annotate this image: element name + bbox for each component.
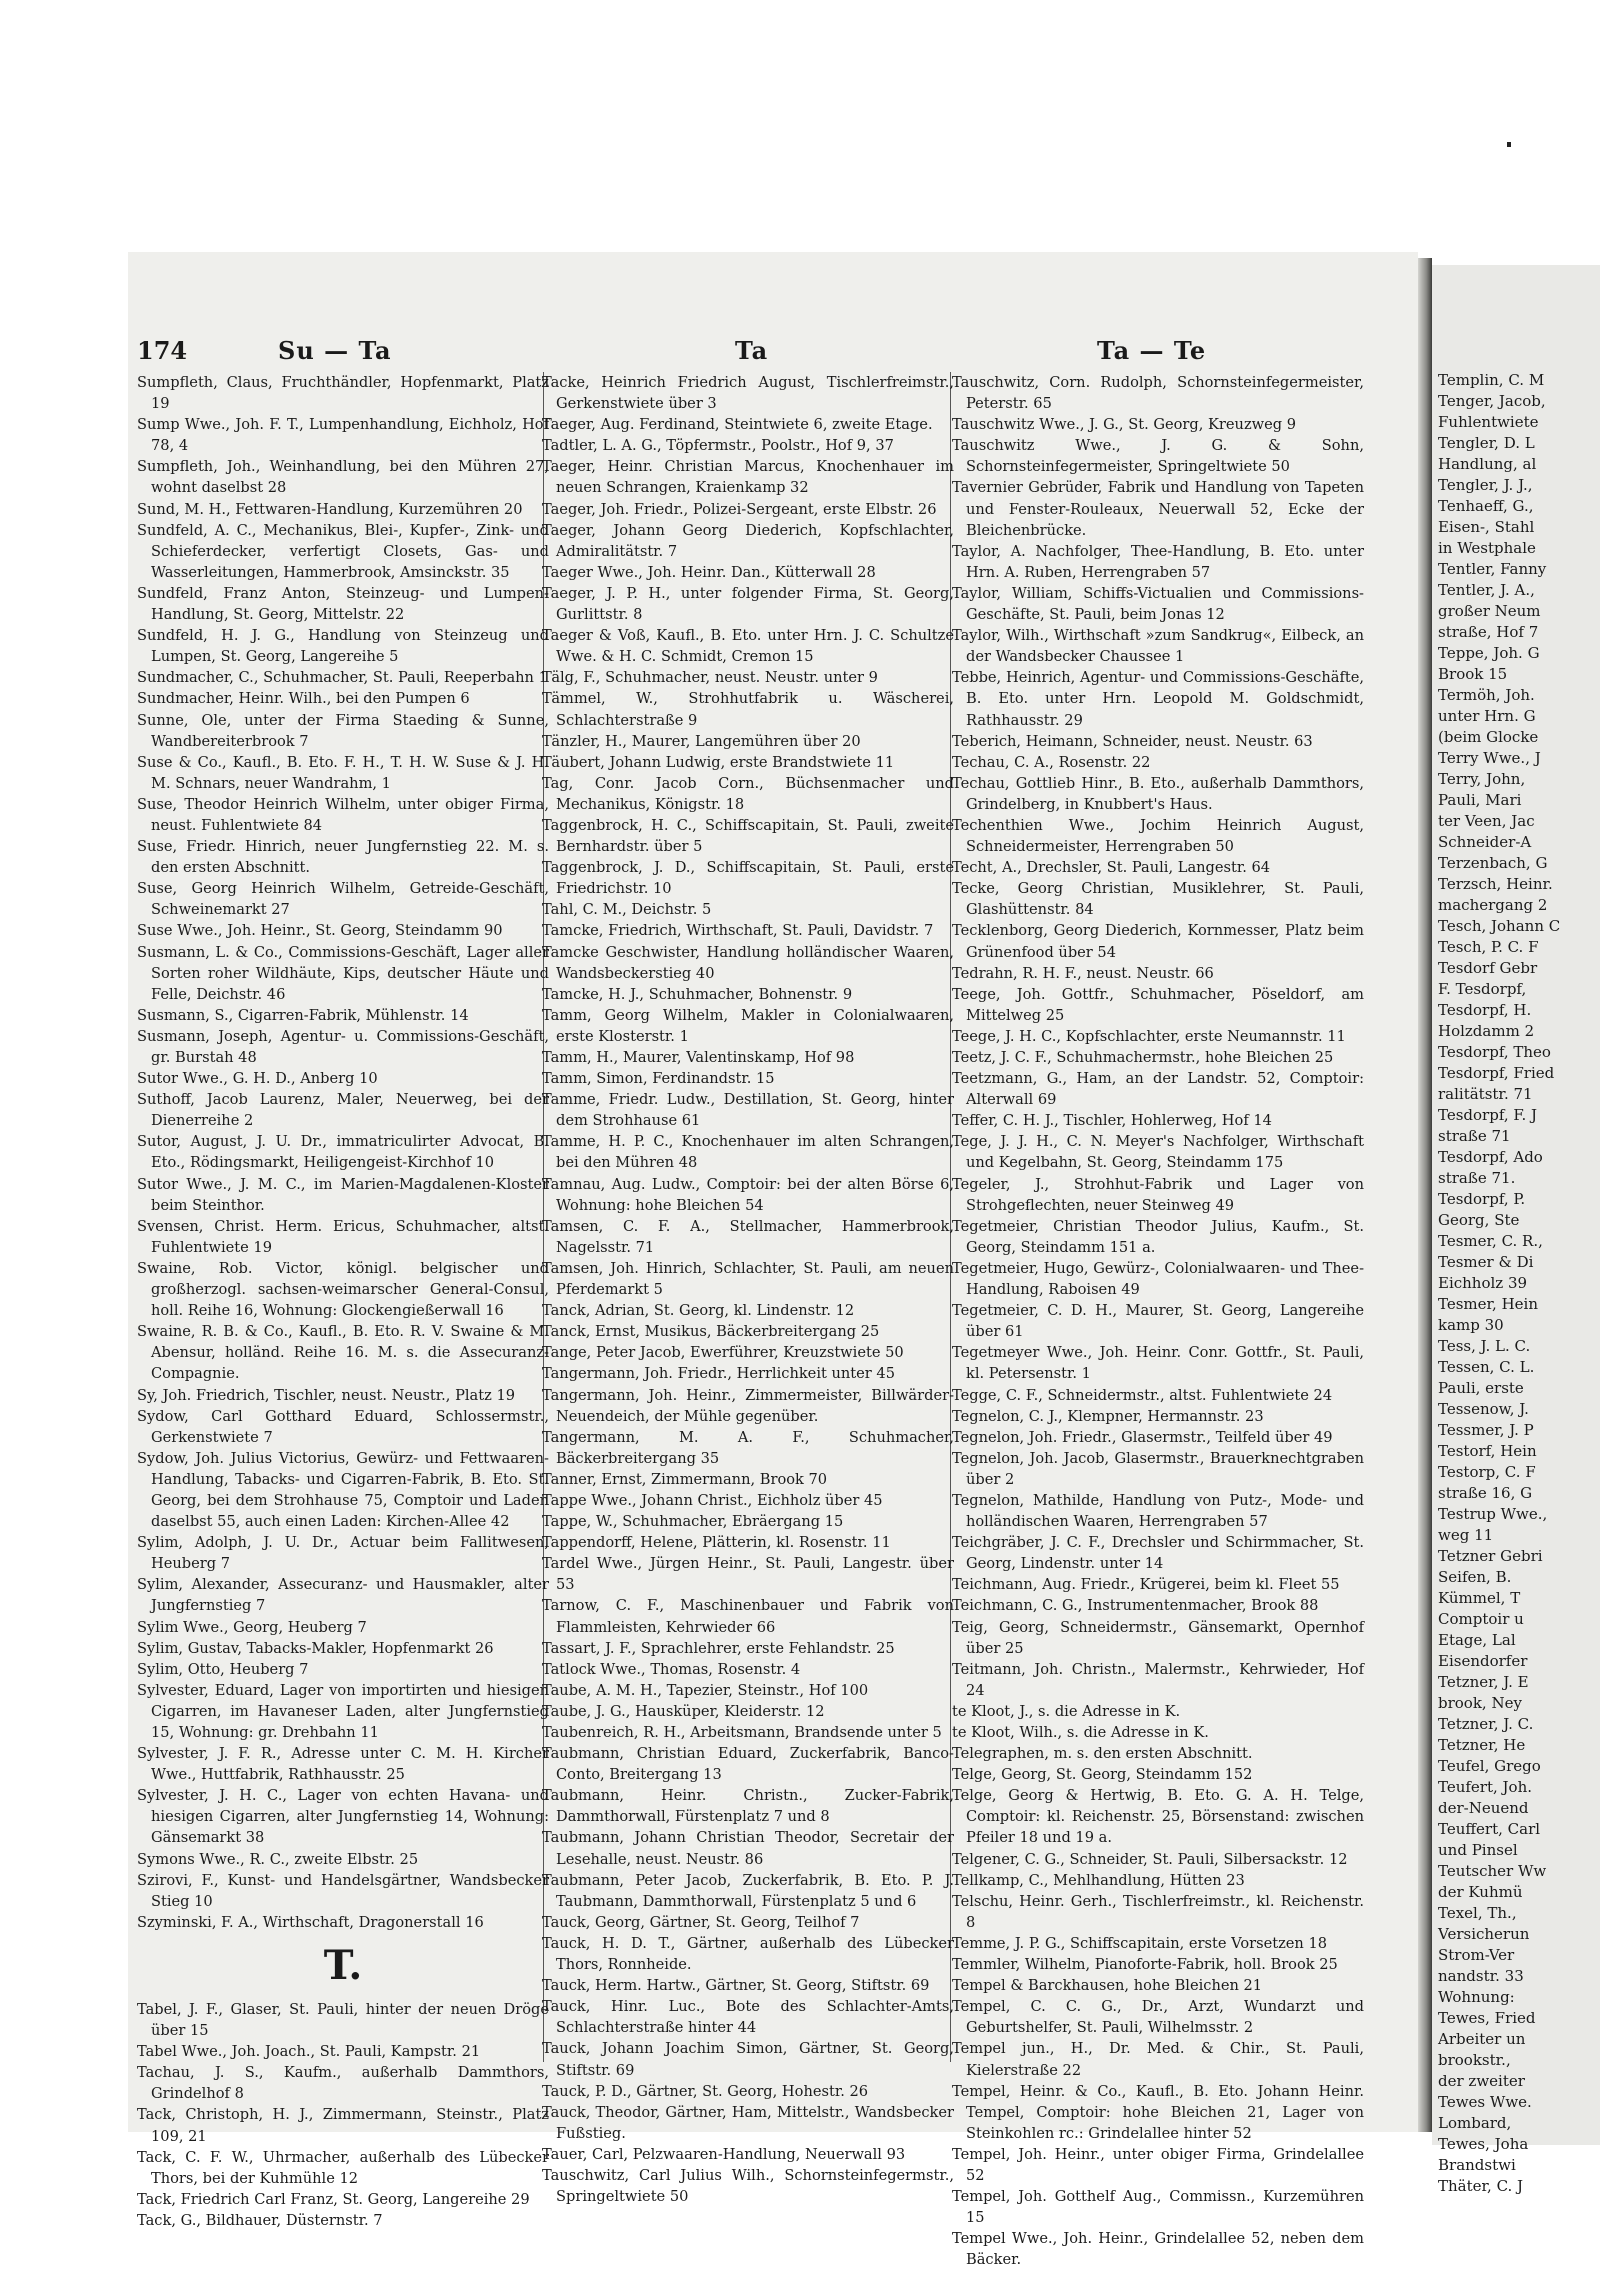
directory-entry: Wohnung: (1438, 1988, 1515, 2006)
directory-entry: Eisen-, Stahl (1438, 518, 1535, 536)
directory-entry: Susmann, Joseph, Agentur- u. Commissions-Geschäft, gr. Burstah 48 (137, 1027, 549, 1066)
directory-entry: Tahl, C. M., Deichstr. 5 (542, 901, 712, 919)
directory-entry: Tachau, J. S., Kaufm., außerhalb Dammthors, Grindelhof 8 (137, 2064, 549, 2103)
next-page-fragment (1432, 265, 1600, 2195)
directory-entry: Fuhlentwiete (1438, 413, 1539, 431)
directory-entry: Tegge, C. F., Schneidermstr., altst. Fuhlentwiete 24 (952, 1386, 1333, 1404)
directory-entry: Tamme, H. P. C., Knochenhauer im alten Schrangen, bei den Mühren 48 (542, 1133, 954, 1172)
directory-entry: Tenger, Jacob, (1438, 392, 1546, 410)
directory-entry: Teege, Joh. Gottfr., Schuhmacher, Pöseldorf, am Mittelweg 25 (952, 985, 1364, 1024)
directory-entry: Tegetmeyer Wwe., Joh. Heinr. Conr. Gottfr., St. Pauli, kl. Petersenstr. 1 (952, 1344, 1364, 1383)
directory-entry: weg 11 (1438, 1526, 1494, 1544)
directory-entry: Tassart, J. F., Sprachlehrer, erste Fehlandstr. 25 (542, 1639, 895, 1657)
directory-entry: Susmann, L. & Co., Commissions-Geschäft, Lager aller Sorten roher Wildhäute, Kips, deutscher Häute und Felle, Deichstr. 46 (137, 943, 549, 1003)
directory-entry: Taeger, Joh. Friedr., Polizei-Sergeant, erste Elbstr. 26 (542, 500, 937, 518)
directory-entry: Tange, Peter Jacob, Ewerführer, Kreuzstwiete 50 (542, 1344, 904, 1362)
directory-entry: Taeger, Aug. Ferdinand, Steintwiete 6, zweite Etage. (542, 416, 933, 434)
directory-entry: Tesdorpf, Ado (1438, 1148, 1543, 1166)
directory-entry: Susmann, S., Cigarren-Fabrik, Mühlenstr. 14 (137, 1006, 469, 1024)
directory-entry: Handlung, al (1438, 455, 1537, 473)
directory-entry: Tebbe, Heinrich, Agentur- und Commissions-Geschäfte, B. Eto. unter Hrn. Leopold M. Goldschmidt, Rathhausstr. 29 (952, 669, 1364, 729)
directory-entry: Tangermann, M. A. F., Schuhmacher, Bäckerbreitergang 35 (542, 1428, 954, 1467)
directory-entry: Telegraphen, m. s. den ersten Abschnitt. (952, 1745, 1253, 1763)
directory-entry: Tegnelon, Joh. Friedr., Glasermstr., Teilfeld über 49 (952, 1428, 1333, 1446)
directory-entry: Teutscher Ww (1438, 1862, 1547, 1880)
directory-entry: Taubmann, Peter Jacob, Zuckerfabrik, B. Eto. P. J. Taubmann, Dammthorwall, Fürstenplatz 5 und 6 (542, 1871, 954, 1910)
directory-entry: Georg, Ste (1438, 1211, 1520, 1229)
page-number: 174 (137, 336, 188, 365)
directory-entry: Techt, A., Drechsler, St. Pauli, Langestr. 64 (952, 859, 1271, 877)
directory-entry: Sylim, Otto, Heuberg 7 (137, 1660, 309, 1678)
section-letter-t: T. (323, 1941, 363, 1989)
directory-entry: Teffer, C. H. J., Tischler, Hohlerweg, Hof 14 (952, 1112, 1272, 1130)
directory-entry: Tamcke, Friedrich, Wirthschaft, St. Pauli, Davidstr. 7 (542, 922, 934, 940)
directory-entry: Terry, John, (1438, 770, 1526, 788)
directory-entry: Taube, A. M. H., Tapezier, Steinstr., Hof 100 (542, 1681, 869, 1699)
directory-entry: Tege, J. J. H., C. N. Meyer's Nachfolger, Wirthschaft und Kegelbahn, St. Georg, Steindamm 175 (952, 1133, 1364, 1172)
directory-entry: Taeger, J. P. H., unter folgender Firma, St. Georg, Gurlittstr. 8 (542, 584, 954, 624)
column-3-entries (952, 372, 1364, 2270)
directory-entry: Pauli, Mari (1438, 791, 1522, 809)
directory-entry: Tauck, Johann Joachim Simon, Gärtner, St. Georg, Stiftstr. 69 (542, 2040, 954, 2079)
column-2-entries (542, 372, 954, 2207)
directory-entry: Sydow, Joh. Julius Victorius, Gewürz- und Fettwaaren-Handlung, Tabacks- und Cigarren-Fabrik, B. Eto. St. Georg, bei dem Strohhause 75, Comptoir und Laden daselbst 55, auch einen Laden: Kirchen-Allee 42 (137, 1449, 549, 1531)
directory-entry: Taggenbrock, H. C., Schiffscapitain, St. Pauli, zweite Bernhardstr. über 5 (542, 816, 954, 856)
directory-entry: Teetz, J. C. F., Schuhmachermstr., hohe Bleichen 25 (952, 1049, 1334, 1066)
directory-entry: Suse & Co., Kaufl., B. Eto. F. H., T. H. W. Suse & J. H. M. Schnars, neuer Wandrahm, 1 (137, 753, 549, 792)
directory-entry: brookstr., (1438, 2051, 1511, 2069)
directory-entry: Tauck, P. D., Gärtner, St. Georg, Hohestr. 26 (542, 2082, 869, 2100)
directory-entry: großer Neum (1438, 602, 1541, 620)
directory-entry: Teichmann, C. G., Instrumentenmacher, Brook 88 (952, 1597, 1319, 1615)
speck-mark (1507, 142, 1511, 147)
directory-entry: Versicherun (1438, 1925, 1530, 1943)
directory-entry: Tack, Friedrich Carl Franz, St. Georg, Langereihe 29 (137, 2190, 530, 2208)
directory-entry: Tämmel, W., Strohhutfabrik u. Wäscherei, Schlachterstraße 9 (542, 690, 954, 729)
directory-entry: Sundmacher, C., Schuhmacher, St. Pauli, Reeperbahn 1 (137, 669, 548, 687)
directory-entry: Tegetmeier, Christian Theodor Julius, Kaufm., St. Georg, Steindamm 151 a. (952, 1217, 1364, 1256)
directory-entry: Suthoff, Jacob Laurenz, Maler, Neuerweg, bei der Dienerreihe 2 (137, 1091, 549, 1130)
column-2 (542, 372, 954, 2206)
directory-entry: Taylor, William, Schiffs-Victualien und Commissions-Geschäfte, St. Pauli, beim Jonas 12 (952, 584, 1364, 624)
directory-entry: straße 71 (1438, 1127, 1511, 1145)
directory-entry: Teege, J. H. C., Kopfschlachter, erste Neumannstr. 11 (952, 1027, 1346, 1045)
directory-entry: Tauschwitz, Carl Julius Wilh., Schornsteinfegermstr., Springeltwiete 50 (542, 2166, 954, 2206)
directory-entry: Taubmann, Heinr. Christn., Zucker-Fabrik, Dammthorwall, Fürstenplatz 7 und 8 (542, 1787, 954, 1826)
directory-entry: Tecke, Georg Christian, Musiklehrer, St. Pauli, Glashüttenstr. 84 (952, 880, 1364, 919)
directory-entry: Teufert, Joh. (1438, 1778, 1533, 1796)
directory-entry: Tanck, Adrian, St. Georg, kl. Lindenstr. 12 (542, 1302, 855, 1320)
directory-entry: Testorf, Hein (1438, 1442, 1537, 1460)
directory-entry: Tegnelon, Mathilde, Handlung von Putz-, Mode- und holländischen Waaren, Herrengraben 57 (952, 1491, 1364, 1531)
directory-entry: Tetzner Gebri (1438, 1547, 1543, 1565)
directory-entry: Tesdorpf, F. J (1438, 1106, 1537, 1124)
directory-entry: Sund, M. H., Fettwaren-Handlung, Kurzemühren 20 (137, 500, 523, 518)
directory-entry: Arbeiter un (1438, 2030, 1526, 2048)
directory-entry: Tentler, J. A., (1438, 581, 1535, 599)
directory-entry: Lombard, (1438, 2114, 1512, 2132)
directory-entry: straße 71. (1438, 1169, 1516, 1187)
directory-entry: Sunne, Ole, unter der Firma Staeding & Sunne, Wandbereiterbrook 7 (137, 711, 549, 750)
directory-entry: Eichholz 39 (1438, 1274, 1528, 1292)
directory-entry: Taeger Wwe., Joh. Heinr. Dan., Kütterwall 28 (542, 563, 876, 581)
column-1-t-entries (137, 1999, 549, 2231)
directory-entry: Sundfeld, H. J. G., Handlung von Steinzeug und Lumpen, St. Georg, Langereihe 5 (137, 627, 549, 666)
directory-entry: Tesdorpf, P. (1438, 1190, 1526, 1208)
directory-entry: Taeger, Johann Georg Diederich, Kopfschlachter, Admiralitätstr. 7 (542, 521, 954, 560)
directory-entry: Sylim, Gustav, Tabacks-Makler, Hopfenmarkt 26 (137, 1639, 494, 1657)
directory-entry: Tempel, C. C. G., Dr., Arzt, Wundarzt und Geburtshelfer, St. Pauli, Wilhelmsstr. 2 (952, 1998, 1364, 2037)
directory-entry: Tamcke, H. J., Schuhmacher, Bohnenstr. 9 (542, 985, 853, 1003)
directory-entry: Testrup Wwe., (1438, 1505, 1548, 1523)
directory-entry: Temme, J. P. G., Schiffscapitain, erste Vorsetzen 18 (952, 1934, 1328, 1952)
directory-entry: Eisendorfer (1438, 1652, 1528, 1670)
directory-entry: Telge, Georg, St. Georg, Steindamm 152 (952, 1766, 1253, 1784)
directory-entry: Tauck, Georg, Gärtner, St. Georg, Teilhof 7 (542, 1913, 860, 1931)
directory-entry: Tentler, Fanny (1438, 560, 1547, 578)
directory-entry: Comptoir u (1438, 1610, 1524, 1628)
directory-entry: Teberich, Heimann, Schneider, neust. Neustr. 63 (952, 732, 1313, 750)
directory-entry: Tänzler, H., Maurer, Langemühren über 20 (542, 732, 861, 750)
directory-entry: Tempel, Heinr. & Co., Kaufl., B. Eto. Johann Heinr. Tempel, Comptoir: hohe Bleichen 21, Lager von Steinkohlen rc.: Grindelallee hinter 52 (952, 2082, 1364, 2142)
directory-entry: Tack, G., Bildhauer, Düsternstr. 7 (137, 2211, 383, 2229)
directory-entry: straße 16, G (1438, 1484, 1533, 1502)
directory-entry: Symons Wwe., R. C., zweite Elbstr. 25 (137, 1850, 419, 1868)
directory-entry: Tetzner, He (1438, 1736, 1526, 1754)
directory-entry: Tamsen, C. F. A., Stellmacher, Hammerbrook, Nagelsstr. 71 (542, 1217, 954, 1256)
directory-entry: Tauck, H. D. T., Gärtner, außerhalb des Lübecker Thors, Ronnheide. (542, 1934, 954, 1974)
directory-entry: Sundfeld, Franz Anton, Steinzeug- und Lumpen-Handlung, St. Georg, Mittelstr. 22 (137, 584, 549, 624)
directory-entry: Sump Wwe., Joh. F. T., Lumpenhandlung, Eichholz, Hof 78, 4 (137, 416, 549, 455)
directory-entry: Sylim Wwe., Georg, Heuberg 7 (137, 1618, 367, 1636)
directory-entry: Tempel, Joh. Gotthelf Aug., Commissn., Kurzemühren 15 (952, 2188, 1364, 2227)
directory-entry: Suse Wwe., Joh. Heinr., St. Georg, Steindamm 90 (137, 922, 503, 940)
column-3 (952, 372, 1364, 2269)
directory-entry: Sutor, August, J. U. Dr., immatriculirter Advocat, B. Eto., Rödingsmarkt, Heiligengeist-Kirchhof 10 (137, 1133, 549, 1172)
directory-entry: Tadtler, L. A. G., Töpfermstr., Poolstr., Hof 9, 37 (542, 437, 894, 455)
directory-entry: Tauck, Theodor, Gärtner, Ham, Mittelstr., Wandsbecker Fußstieg. (542, 2103, 954, 2142)
directory-entry: Svensen, Christ. Herm. Ericus, Schuhmacher, altst. Fuhlentwiete 19 (137, 1217, 549, 1256)
directory-entry: Sutor Wwe., G. H. D., Anberg 10 (137, 1070, 378, 1088)
directory-entry: Tewes Wwe. (1438, 2093, 1532, 2111)
directory-entry: Taubmann, Johann Christian Theodor, Secretair der Lesehalle, neust. Neustr. 86 (542, 1829, 954, 1868)
directory-entry: Tegnelon, C. J., Klempner, Hermannstr. 23 (952, 1407, 1264, 1425)
directory-entry: Temmler, Wilhelm, Pianoforte-Fabrik, holl. Brook 25 (952, 1956, 1338, 1974)
directory-entry: Taube, J. G., Hausküper, Kleiderstr. 12 (542, 1702, 825, 1720)
directory-entry: Techau, C. A., Rosenstr. 22 (952, 753, 1151, 771)
directory-entry: brook, Ney (1438, 1694, 1522, 1712)
directory-entry: nandstr. 33 (1438, 1967, 1524, 1985)
directory-entry: Teig, Georg, Schneidermstr., Gänsemarkt, Opernhof über 25 (952, 1618, 1364, 1657)
directory-entry: Tamsen, Joh. Hinrich, Schlachter, St. Pauli, am neuen Pferdemarkt 5 (542, 1259, 954, 1299)
directory-entry: Swaine, R. B. & Co., Kaufl., B. Eto. R. V. Swaine & M. Abensur, holländ. Reihe 16. M. s. die Assecuranz-Compagnie. (137, 1323, 549, 1383)
directory-entry: Taeger, Heinr. Christian Marcus, Knochenhauer im neuen Schrangen, Kraienkamp 32 (542, 458, 954, 497)
directory-entry: Tabel Wwe., Joh. Joach., St. Pauli, Kampstr. 21 (137, 2043, 481, 2061)
directory-entry: Tegetmeier, Hugo, Gewürz-, Colonialwaaren- und Thee-Handlung, Raboisen 49 (952, 1259, 1364, 1299)
directory-entry: Tauck, Herm. Hartw., Gärtner, St. Georg, Stiftstr. 69 (542, 1977, 930, 1995)
directory-entry: der Kuhmü (1438, 1883, 1523, 1901)
directory-entry: Schneider-A (1438, 833, 1532, 851)
directory-entry: Texel, Th., (1438, 1904, 1517, 1922)
directory-entry: Teuffert, Carl (1438, 1820, 1541, 1838)
directory-entry: Tappendorff, Helene, Plätterin, kl. Rosenstr. 11 (542, 1534, 891, 1552)
directory-entry: Tamm, Simon, Ferdinandstr. 15 (542, 1070, 775, 1088)
directory-entry: Tack, C. F. W., Uhrmacher, außerhalb des Lübecker Thors, bei der Kuhmühle 12 (137, 2148, 549, 2187)
directory-entry: Tauck, Hinr. Luc., Bote des Schlachter-Amts, Schlachterstraße hinter 44 (542, 1998, 954, 2037)
directory-entry: Tappe, W., Schuhmacher, Ebräergang 15 (542, 1513, 844, 1531)
directory-entry: Brandstwi (1438, 2156, 1516, 2174)
directory-entry: Brook 15 (1438, 665, 1508, 683)
directory-entry: Szyminski, F. A., Wirthschaft, Dragonerstall 16 (137, 1913, 484, 1931)
directory-entry: Tesdorpf, Theo (1438, 1043, 1551, 1061)
directory-entry: Tedrahn, R. H. F., neust. Neustr. 66 (952, 964, 1214, 982)
directory-entry: Tabel, J. F., Glaser, St. Pauli, hinter der neuen Dröge über 15 (137, 2000, 549, 2040)
directory-entry: Tamme, Friedr. Ludw., Destillation, St. Georg, hinter dem Strohhause 61 (542, 1091, 954, 1130)
directory-entry: Tack, Christoph, H. J., Zimmermann, Steinstr., Platz 109, 21 (137, 2106, 549, 2145)
directory-entry: Tesdorpf, H. (1438, 1001, 1532, 1019)
directory-entry: Sy, Joh. Friedrich, Tischler, neust. Neustr., Platz 19 (137, 1386, 516, 1404)
directory-entry: Pauli, erste (1438, 1379, 1524, 1397)
directory-entry: ter Veen, Jac (1438, 812, 1535, 830)
directory-entry: Tess, J. L. C. (1438, 1337, 1531, 1355)
directory-entry: Tauschwitz Wwe., J. G., St. Georg, Kreuzweg 9 (952, 416, 1297, 434)
directory-entry: F. Tesdorpf, (1438, 980, 1527, 998)
directory-entry: Suse, Georg Heinrich Wilhelm, Getreide-Geschäft, Schweinemarkt 27 (137, 880, 549, 919)
directory-entry: Taubenreich, R. H., Arbeitsmann, Brandsende unter 5 (542, 1724, 942, 1741)
directory-entry: unter Hrn. G (1438, 707, 1536, 725)
directory-entry: Tengler, D. L (1438, 434, 1535, 452)
directory-entry: Terzenbach, G (1438, 854, 1548, 872)
directory-entry: Tesch, Johann C (1438, 917, 1561, 935)
directory-entry: Etage, Lal (1438, 1631, 1516, 1649)
directory-entry: Teppe, Joh. G (1438, 644, 1540, 662)
directory-entry: ralitätstr. 71 (1438, 1085, 1533, 1103)
directory-entry: Tangermann, Joh. Friedr., Herrlichkeit unter 45 (542, 1365, 895, 1383)
directory-entry: Tempel & Barckhausen, hohe Bleichen 21 (952, 1977, 1263, 1995)
directory-entry: Tanck, Ernst, Musikus, Bäckerbreitergang 25 (542, 1323, 880, 1341)
header-left: Su — Ta (278, 336, 392, 365)
directory-entry: Swaine, Rob. Victor, königl. belgischer und großherzogl. sachsen-weimarscher General-Consul, holl. Reihe 16, Wohnung: Glockengießerwall 16 (137, 1259, 549, 1320)
directory-entry: Thäter, C. J (1438, 2177, 1524, 2195)
directory-entry: Teichgräber, J. C. F., Drechsler und Schirmmacher, St. Georg, Lindenstr. unter 14 (952, 1534, 1364, 1573)
column-1 (137, 372, 549, 2229)
directory-entry: Tesch, P. C. F (1438, 938, 1539, 956)
directory-entry: te Kloot, J., s. die Adresse in K. (952, 1702, 1181, 1720)
directory-entry: Teufel, Grego (1438, 1757, 1541, 1775)
directory-entry: Tacke, Heinrich Friedrich August, Tischlerfreimstr., Gerkenstwiete über 3 (542, 374, 954, 413)
directory-entry: der zweiter (1438, 2072, 1525, 2090)
directory-entry: Tatlock Wwe., Thomas, Rosenstr. 4 (542, 1660, 801, 1678)
directory-entry: Szirovi, F., Kunst- und Handelsgärtner, Wandsbecker Stieg 10 (137, 1871, 549, 1910)
directory-entry: Täubert, Johann Ludwig, erste Brandstwiete 11 (542, 753, 895, 771)
directory-entry: Teitmann, Joh. Christn., Malermstr., Kehrwieder, Hof 24 (952, 1660, 1364, 1699)
directory-entry: Strom-Ver (1438, 1946, 1515, 1964)
directory-entry: Telgener, C. G., Schneider, St. Pauli, Silbersackstr. 12 (952, 1850, 1348, 1868)
directory-entry: Telschu, Heinr. Gerh., Tischlerfreimstr., kl. Reichenstr. 8 (952, 1892, 1364, 1931)
directory-entry: Tessmer, J. P (1438, 1421, 1534, 1439)
directory-entry: Suse, Theodor Heinrich Wilhelm, unter obiger Firma, neust. Fuhlentwiete 84 (137, 795, 549, 834)
directory-entry: Sylim, Alexander, Assecuranz- und Hausmakler, alter Jungfernstieg 7 (137, 1576, 549, 1615)
directory-entry: Tauschwitz Wwe., J. G. & Sohn, Schornsteinfegermeister, Springeltwiete 50 (952, 437, 1364, 476)
directory-entry: Terry Wwe., J (1438, 749, 1541, 767)
column-1-entries (137, 372, 549, 1933)
next-page-entries (1432, 265, 1600, 2197)
directory-entry: Templin, C. M (1438, 371, 1545, 389)
directory-entry: Tegetmeier, C. D. H., Maurer, St. Georg, Langereihe über 61 (952, 1302, 1364, 1341)
directory-entry: Taubmann, Christian Eduard, Zuckerfabrik, Banco-Conto, Breitergang 13 (542, 1745, 954, 1784)
directory-entry: Tesmer, C. R., (1438, 1232, 1543, 1250)
directory-entry: Tessenow, J. (1438, 1400, 1529, 1418)
directory-entry: Tegnelon, Joh. Jacob, Glasermstr., Brauerknechtgraben über 2 (952, 1449, 1364, 1488)
directory-entry: te Kloot, Wilh., s. die Adresse in K. (952, 1724, 1209, 1741)
directory-entry: Sylvester, Eduard, Lager von importirten und hiesigen Cigarren, im Havaneser Laden, alter Jungfernstieg 15, Wohnung: gr. Drehbahn 11 (137, 1681, 549, 1741)
directory-entry: Sutor Wwe., J. M. C., im Marien-Magdalenen-Kloster beim Steinthor. (137, 1175, 549, 1214)
directory-entry: Tenhaeff, G., (1438, 497, 1534, 515)
directory-entry: Tempel Wwe., Joh. Heinr., Grindelallee 52, neben dem Bäcker. (952, 2230, 1364, 2269)
directory-entry: Holzdamm 2 (1438, 1022, 1535, 1040)
directory-entry: Tewes, Fried (1438, 2009, 1536, 2027)
directory-entry: Tempel jun., H., Dr. Med. & Chir., St. Pauli, Kielerstraße 22 (952, 2040, 1364, 2079)
directory-entry: Sylvester, J. F. R., Adresse unter C. M. H. Kircher Wwe., Huttfabrik, Rathhausstr. 25 (137, 1745, 549, 1784)
directory-entry: Taylor, Wilh., Wirthschaft »zum Sandkrug«, Eilbeck, an der Wandsbecker Chaussee 1 (952, 627, 1364, 666)
directory-entry: Teetzmann, G., Ham, an der Landstr. 52, Comptoir: Alterwall 69 (952, 1070, 1364, 1109)
directory-entry: Teichmann, Aug. Friedr., Krügerei, beim kl. Fleet 55 (952, 1576, 1340, 1594)
header-center: Ta (735, 336, 769, 365)
directory-entry: Kümmel, T (1438, 1589, 1521, 1607)
directory-entry: Tesdorpf, Fried (1438, 1064, 1555, 1082)
directory-entry: Tamcke Geschwister, Handlung holländischer Waaren, Wandsbeckerstieg 40 (542, 943, 954, 982)
directory-entry: Tanner, Ernst, Zimmermann, Brook 70 (542, 1470, 828, 1488)
directory-entry: Terzsch, Heinr. (1438, 875, 1553, 893)
directory-entry: Tamm, Georg Wilhelm, Makler in Colonialwaaren, erste Klosterstr. 1 (542, 1006, 954, 1045)
directory-entry: Tetzner, J. E (1438, 1673, 1529, 1691)
directory-entry: Tauschwitz, Corn. Rudolph, Schornsteinfegermeister, Peterstr. 65 (952, 374, 1364, 413)
directory-entry: Tessen, C. L. (1438, 1358, 1535, 1376)
directory-entry: in Westphale (1438, 539, 1536, 557)
directory-entry: Sydow, Carl Gotthard Eduard, Schlossermstr., Gerkenstwiete 7 (137, 1407, 549, 1446)
directory-entry: Techau, Gottlieb Hinr., B. Eto., außerhalb Dammthors, Grindelberg, in Knubbert's Haus. (952, 774, 1364, 813)
directory-entry: Sundmacher, Heinr. Wilh., bei den Pumpen 6 (137, 690, 470, 708)
directory-entry: Taylor, A. Nachfolger, Thee-Handlung, B. Eto. unter Hrn. A. Ruben, Herrengraben 57 (952, 542, 1364, 581)
directory-entry: Tauer, Carl, Pelzwaaren-Handlung, Neuerwall 93 (542, 2145, 906, 2163)
directory-entry: Tewes, Joha (1438, 2135, 1529, 2153)
directory-entry: Tavernier Gebrüder, Fabrik und Handlung von Tapeten und Fenster-Rouleaux, Neuerwall 52, Ecke der Bleichenbrücke. (952, 479, 1364, 539)
directory-entry: Tangermann, Joh. Heinr., Zimmermeister, Billwärder-Neuendeich, der Mühle gegenüber. (542, 1386, 954, 1425)
book-gutter (1418, 258, 1432, 2132)
header-right: Ta — Te (1097, 336, 1207, 365)
directory-entry: Tappe Wwe., Johann Christ., Eichholz über 45 (542, 1491, 883, 1509)
directory-entry: Tälg, F., Schuhmacher, neust. Neustr. unter 9 (542, 669, 878, 687)
directory-entry: Tellkamp, C., Mehlhandlung, Hütten 23 (952, 1871, 1245, 1889)
directory-entry: (beim Glocke (1438, 728, 1539, 746)
directory-entry: und Pinsel (1438, 1841, 1518, 1859)
directory-entry: Tesdorf Gebr (1438, 959, 1538, 977)
directory-entry: Termöh, Joh. (1438, 686, 1535, 704)
directory-entry: Tegeler, J., Strohhut-Fabrik und Lager von Strohgeflechten, neuer Steinweg 49 (952, 1175, 1364, 1214)
directory-entry: Tetzner, J. C. (1438, 1715, 1534, 1733)
directory-entry: Tesmer & Di (1438, 1253, 1534, 1271)
directory-entry: Sundfeld, A. C., Mechanikus, Blei-, Kupfer-, Zink- und Schieferdecker, verfertigt Closets, Gas- und Wasserleitungen, Hammerbrook, Amsinckstr. 35 (137, 521, 549, 581)
directory-entry: Testorp, C. F (1438, 1463, 1536, 1481)
directory-entry: Seifen, B. (1438, 1568, 1512, 1586)
directory-entry: Tengler, J. J., (1438, 476, 1533, 494)
directory-entry: Tamnau, Aug. Ludw., Comptoir: bei der alten Börse 6, Wohnung: hohe Bleichen 54 (542, 1175, 954, 1214)
directory-entry: Tempel, Joh. Heinr., unter obiger Firma, Grindelallee 52 (952, 2145, 1364, 2184)
directory-entry: straße, Hof 7 (1438, 623, 1539, 641)
directory-entry: Taggenbrock, J. D., Schiffscapitain, St. Pauli, erste Friedrichstr. 10 (542, 859, 954, 898)
directory-entry: Taeger & Voß, Kaufl., B. Eto. unter Hrn. J. C. Schultze Wwe. & H. C. Schmidt, Cremon 15 (542, 627, 954, 666)
directory-entry: Tardel Wwe., Jürgen Heinr., St. Pauli, Langestr. über 53 (542, 1555, 954, 1594)
directory-entry: Sumpfleth, Claus, Fruchthändler, Hopfenmarkt, Platz 19 (137, 374, 549, 413)
directory-entry: Suse, Friedr. Hinrich, neuer Jungfernstieg 22. M. s. den ersten Abschnitt. (137, 838, 549, 877)
directory-entry: kamp 30 (1438, 1316, 1504, 1334)
directory-entry: der-Neuend (1438, 1799, 1529, 1817)
directory-entry: Tesmer, Hein (1438, 1295, 1538, 1313)
directory-entry: Tecklenborg, Georg Diederich, Kornmesser, Platz beim Grünenfood über 54 (952, 922, 1364, 961)
directory-entry: Sylim, Adolph, J. U. Dr., Actuar beim Fallitwesen, Heuberg 7 (137, 1534, 549, 1573)
directory-entry: Tarnow, C. F., Maschinenbauer und Fabrik von Flammleisten, Kehrwieder 66 (542, 1597, 954, 1636)
directory-entry: Sumpfleth, Joh., Weinhandlung, bei den Mühren 27, wohnt daselbst 28 (137, 458, 549, 497)
directory-entry: Sylvester, J. H. C., Lager von echten Havana- und hiesigen Cigarren, alter Jungfernstieg 14, Wohnung: Gänsemarkt 38 (137, 1787, 549, 1847)
directory-entry: Tamm, H., Maurer, Valentinskamp, Hof 98 (542, 1049, 855, 1066)
directory-entry: machergang 2 (1438, 896, 1548, 914)
directory-entry: Techenthien Wwe., Jochim Heinrich August, Schneidermeister, Herrengraben 50 (952, 816, 1364, 856)
directory-entry: Telge, Georg & Hertwig, B. Eto. G. A. H. Telge, Comptoir: kl. Reichenstr. 25, Börsenstand: zwischen Pfeiler 18 und 19 a. (952, 1787, 1364, 1847)
directory-entry: Tag, Conr. Jacob Corn., Büchsenmacher und Mechanikus, Königstr. 18 (542, 774, 954, 813)
